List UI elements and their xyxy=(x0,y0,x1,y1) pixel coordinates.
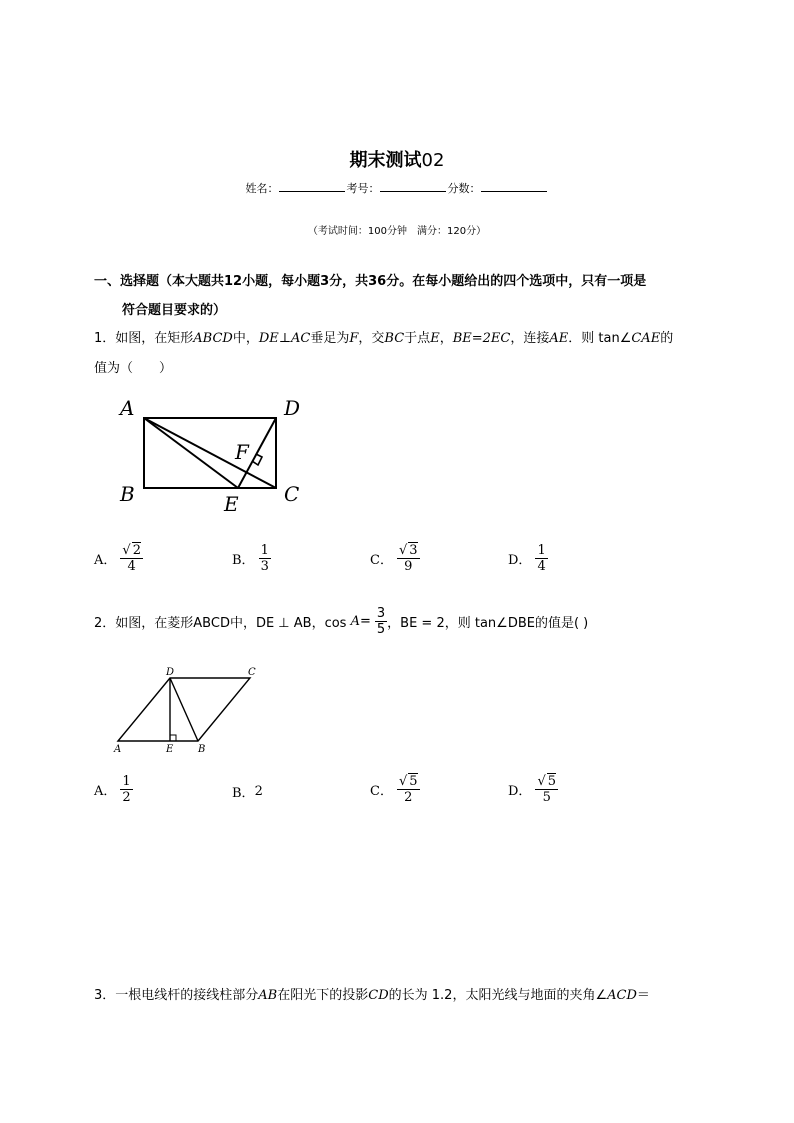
q3-var: ACD xyxy=(607,988,637,1003)
label-a: A xyxy=(120,396,135,420)
numerator: 1 xyxy=(122,774,131,789)
option-label: B． xyxy=(232,786,255,801)
fraction: $\frac{√ 2}{4}$ xyxy=(122,543,141,574)
label-c: C xyxy=(248,667,256,678)
denominator: 4 xyxy=(127,559,136,574)
denominator: 2 xyxy=(404,790,413,805)
q1-number: 1． xyxy=(94,331,116,346)
q3-seg: 一根电线杆的接线柱部分 xyxy=(115,988,259,1003)
label-a: A xyxy=(114,744,122,755)
q1-seg: 中， xyxy=(232,331,259,346)
q2-figure xyxy=(110,663,260,755)
right-angle-mark xyxy=(170,735,176,741)
denominator: 3 xyxy=(260,559,269,574)
name-label: 姓名： xyxy=(245,182,279,195)
q1-var: AE xyxy=(549,331,569,346)
q1-option-c[interactable] xyxy=(370,543,420,574)
radicand: 5 xyxy=(547,774,557,789)
q2-number: 2． xyxy=(94,616,116,631)
q1-option-b[interactable] xyxy=(232,543,271,574)
option-label: A． xyxy=(94,553,117,568)
numerator: 1 xyxy=(260,543,269,558)
segment-ae xyxy=(144,418,238,488)
fraction: $\frac{√ 3}{9}$ xyxy=(398,543,418,574)
score-blank[interactable] xyxy=(481,181,547,192)
fraction xyxy=(259,543,271,574)
q2-seg: 如图，在菱形ABCD中，DE ⊥ AB，cos xyxy=(115,616,347,631)
q1-seg: 的 xyxy=(660,331,674,346)
title-text: 期末测试 xyxy=(349,150,422,171)
q1-var: CAE xyxy=(631,331,661,346)
q3-seg: ＝ xyxy=(636,988,650,1003)
q1-seg: ，交 xyxy=(358,331,385,346)
q2-option-c[interactable] xyxy=(370,774,420,805)
q1-seg: ，连接 xyxy=(510,331,550,346)
radicand: 3 xyxy=(409,543,418,558)
cos-fraction xyxy=(375,606,387,637)
q2-option-d[interactable] xyxy=(508,774,558,805)
q1-option-a[interactable] xyxy=(94,543,143,574)
q3-number: 3． xyxy=(94,988,116,1003)
q1-text-line2: 值为（ ） xyxy=(94,361,173,376)
fraction xyxy=(120,774,132,805)
q1-option-d[interactable] xyxy=(508,543,548,574)
q1-var: F xyxy=(349,331,359,346)
radicand: 2 xyxy=(132,543,141,558)
numerator: 1 xyxy=(537,543,546,558)
title-number: 02 xyxy=(421,150,445,171)
q3-seg: 的长为 1.2，太阳光线与地面的夹角∠ xyxy=(388,988,608,1003)
q3-text xyxy=(94,982,650,1010)
q1-var: ABCD xyxy=(193,331,233,346)
q1-var: BC xyxy=(384,331,405,346)
exam-info: （考试时间：100分钟 满分：120分） xyxy=(307,226,487,237)
q2-seg: ，BE = 2，则 tan∠DBE的值是( ) xyxy=(387,616,589,631)
student-info-line xyxy=(0,180,794,196)
label-f: F xyxy=(235,440,249,464)
q3-var: CD xyxy=(368,988,389,1003)
q1-var: BE=2EC xyxy=(452,331,511,346)
label-b: B xyxy=(120,482,135,506)
q1-var: DE⊥AC xyxy=(258,331,311,346)
q1-seg: 垂足为 xyxy=(310,331,350,346)
q1-text-line1 xyxy=(94,325,673,353)
q2-text xyxy=(94,606,588,637)
label-e: E xyxy=(166,744,174,755)
q1-figure xyxy=(110,395,310,520)
option-label: A． xyxy=(94,784,117,799)
radicand: 5 xyxy=(409,774,418,789)
option-label: B． xyxy=(232,553,255,568)
option-value: 2 xyxy=(254,784,263,799)
q2-option-a[interactable] xyxy=(94,774,133,805)
id-label: 考号： xyxy=(346,182,380,195)
denominator: 9 xyxy=(404,559,413,574)
q3-var: AB xyxy=(258,988,278,1003)
denominator: 2 xyxy=(122,790,131,805)
segment-db xyxy=(170,678,198,741)
label-b: B xyxy=(198,744,206,755)
denominator: 4 xyxy=(537,559,546,574)
page-title xyxy=(0,146,794,172)
denominator: 5 xyxy=(376,622,386,637)
label-c: C xyxy=(284,482,300,506)
q1-seg: 如图，在矩形 xyxy=(115,331,194,346)
option-label: D． xyxy=(508,784,532,799)
q3-seg: 在阳光下的投影 xyxy=(277,988,369,1003)
option-label: D． xyxy=(508,553,532,568)
option-label: C． xyxy=(370,553,393,568)
section-heading: 一、选择题（本大题共12小题，每小题3分，共36分。在每小题给出的四个选项中，只有一项是 xyxy=(94,274,647,289)
q1-seg: ， xyxy=(439,331,453,346)
q2-option-b[interactable] xyxy=(232,782,263,801)
label-e: E xyxy=(224,492,239,516)
option-label: C． xyxy=(370,784,393,799)
q2-var: A xyxy=(350,614,360,629)
name-blank[interactable] xyxy=(279,181,345,192)
numerator: 3 xyxy=(376,606,386,621)
id-blank[interactable] xyxy=(380,181,446,192)
q1-var: E xyxy=(430,331,440,346)
q1-seg: ．则 tan∠ xyxy=(568,331,632,346)
score-label: 分数： xyxy=(447,182,481,195)
label-d: D xyxy=(284,396,301,420)
section-heading-cont: 符合题目要求的） xyxy=(122,303,227,318)
label-d: D xyxy=(166,667,175,678)
fraction: $\frac{√ 5}{5}$ xyxy=(537,774,557,805)
q1-seg: 于点 xyxy=(404,331,431,346)
q2-seg: = xyxy=(359,614,371,629)
denominator: 5 xyxy=(542,790,551,805)
fraction xyxy=(535,543,547,574)
fraction: $\frac{√ 5}{2}$ xyxy=(398,774,418,805)
